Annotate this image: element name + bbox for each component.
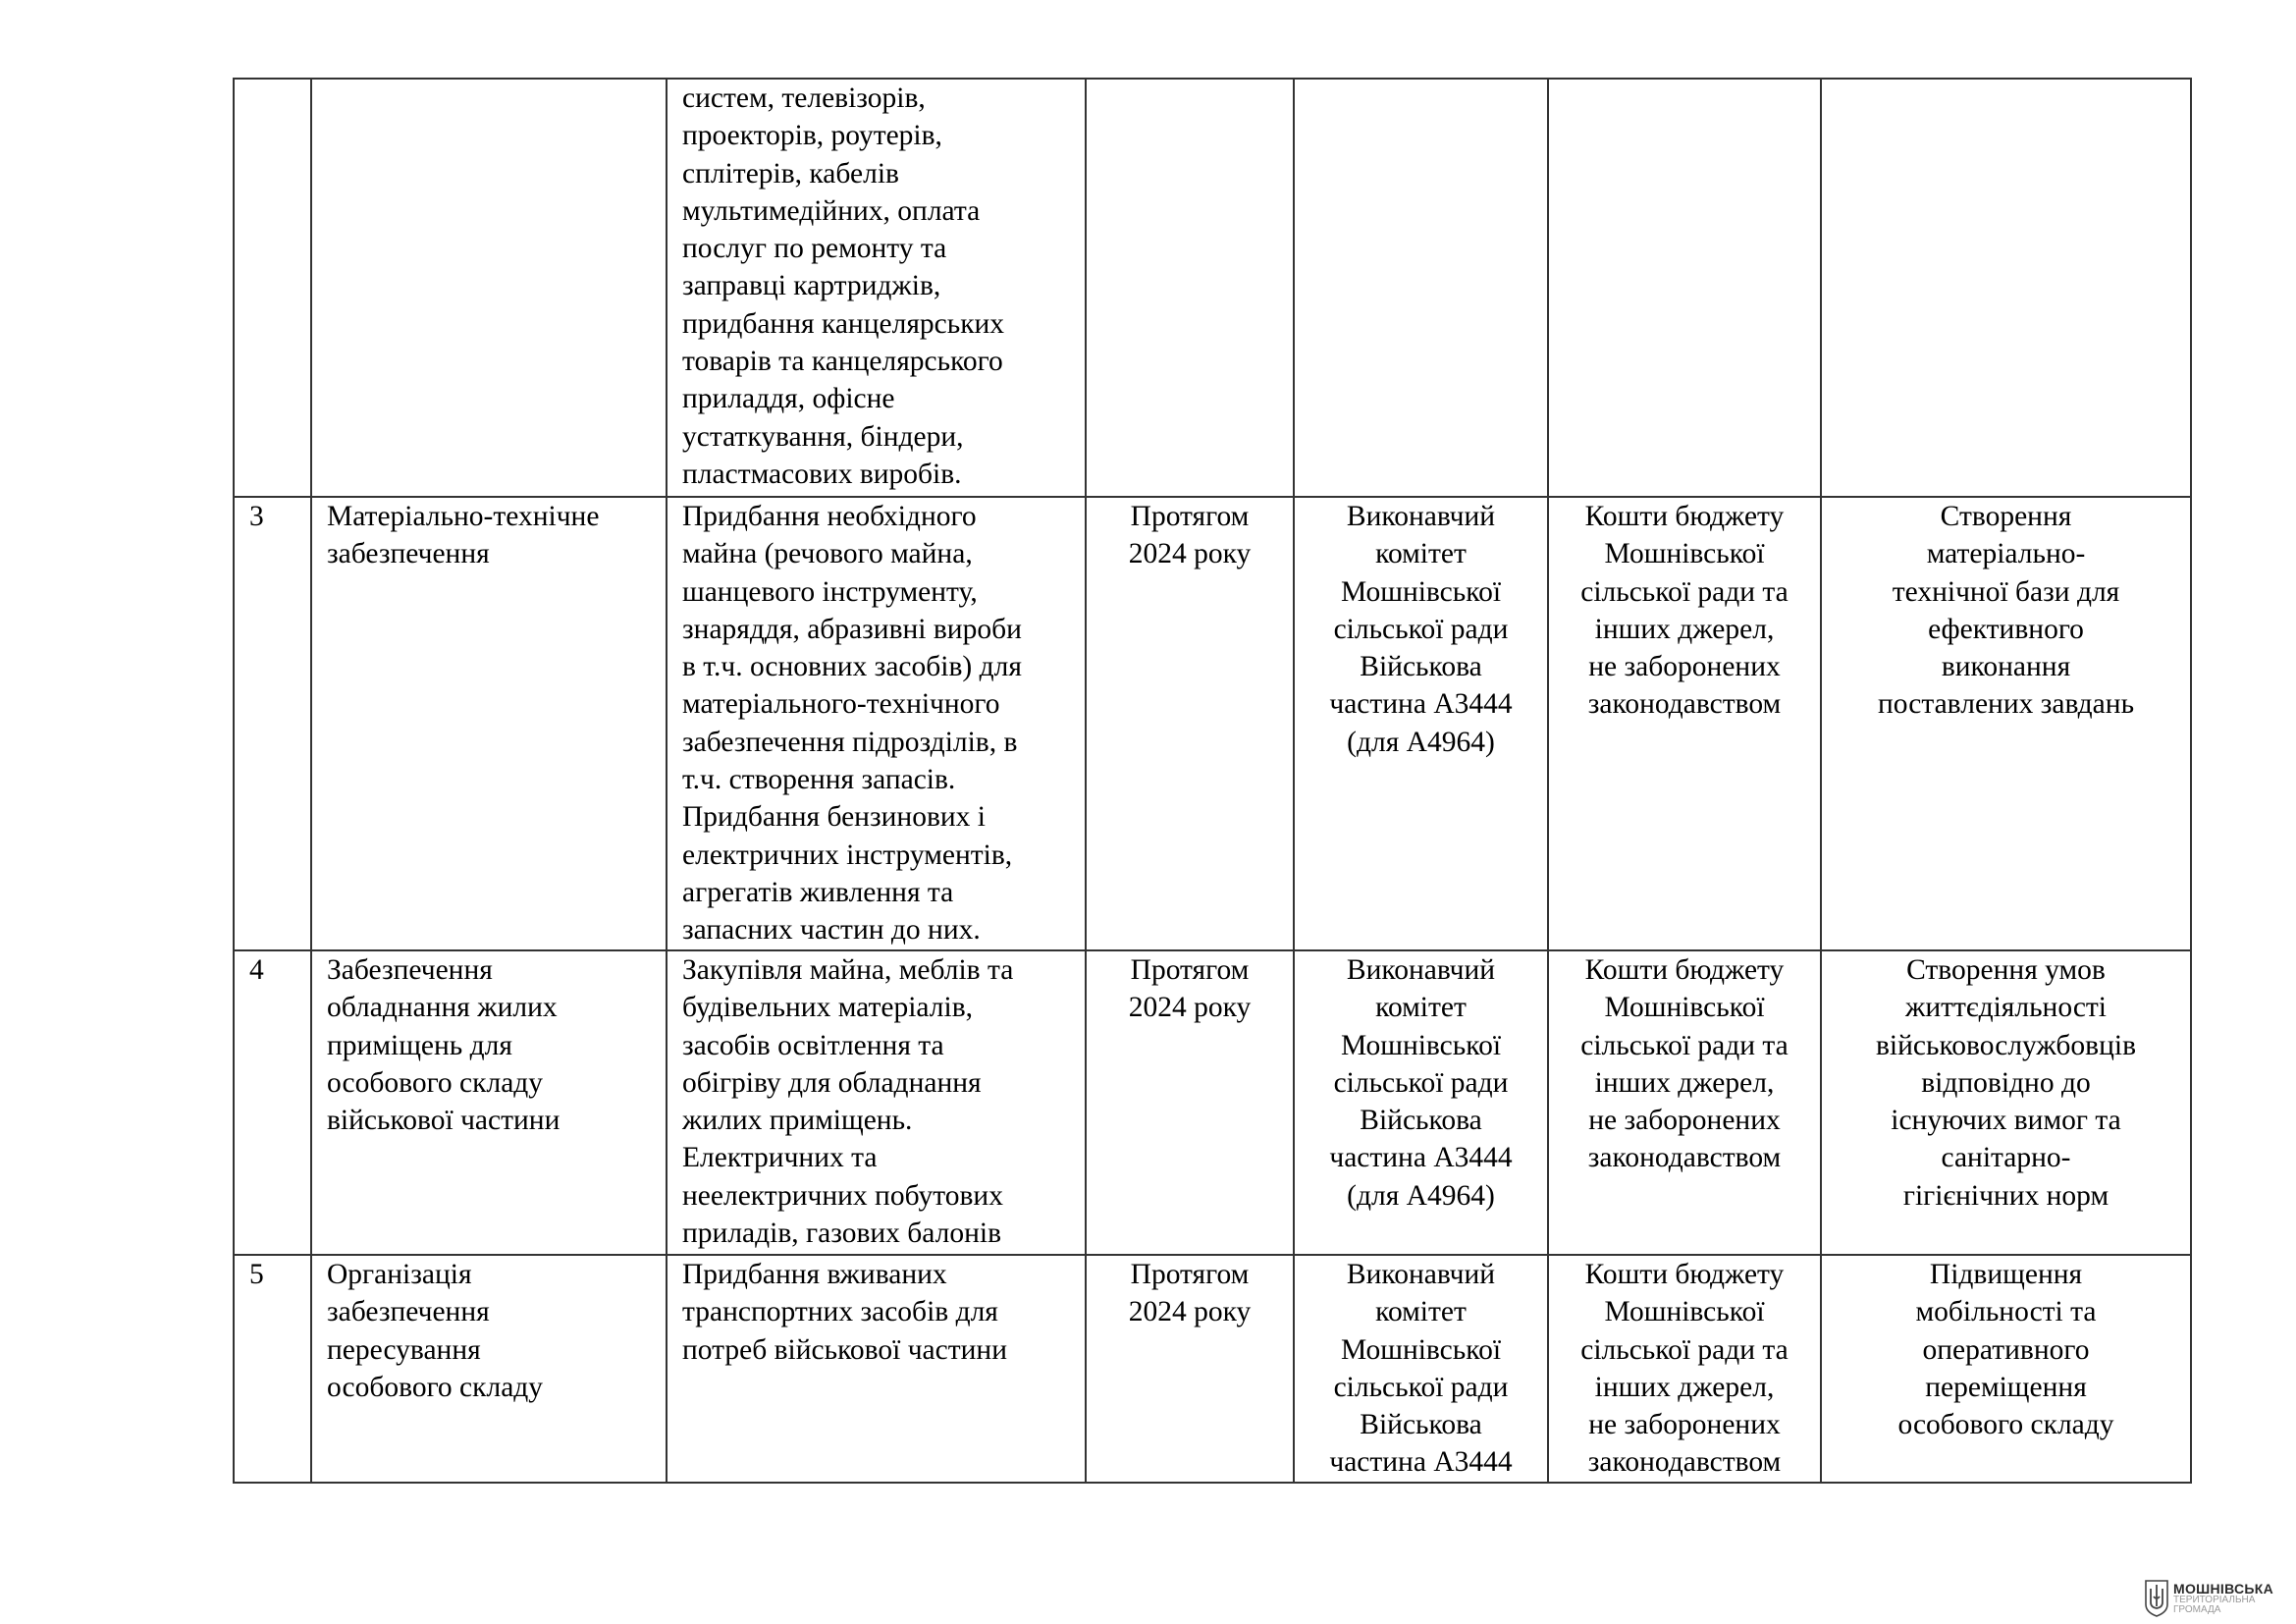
text-line: сільської ради та (1580, 1333, 1789, 1366)
text-line: матеріального-технічного (682, 688, 1000, 721)
text-line: Кошти бюджету (1584, 1259, 1785, 1290)
text-line: виконання (1941, 651, 2071, 683)
text-line: оперативного (1922, 1333, 2090, 1366)
direction-cell (311, 497, 667, 950)
text-line: відповідно до (1921, 1066, 2091, 1099)
term-cell (1086, 1255, 1294, 1483)
text-line: 2024 року (1128, 992, 1252, 1024)
funding-cell (1548, 1255, 1821, 1483)
text-line: частина А3444 (1329, 1446, 1513, 1479)
text-line: забезпечення підрозділів, в (682, 726, 1018, 758)
measures-cell (667, 497, 1086, 950)
text-line: особового складу (327, 1066, 544, 1099)
text-line: Придбання вживаних (682, 1259, 947, 1290)
text-line: технічної бази для (1892, 575, 2120, 608)
text-line: майна (речового майна, (682, 538, 973, 570)
text-line: будівельних матеріалів, (682, 992, 974, 1024)
text-line: шанцевого інструменту, (682, 575, 978, 608)
text-line: Придбання бензинових і (682, 801, 986, 834)
measures-cell (667, 1255, 1086, 1483)
text-line: транспортних засобів для (682, 1296, 998, 1328)
text-line: Виконавчий (1346, 1259, 1496, 1290)
text-line: Військова (1360, 1409, 1482, 1441)
text-line: Військова (1360, 1105, 1482, 1137)
text-line: пластмасових виробів. (682, 458, 962, 490)
text-line: систем, телевізорів, (682, 82, 926, 114)
text-line: приладдя, офісне (682, 383, 895, 415)
executors-cell (1294, 1255, 1548, 1483)
text-line: Кошти бюджету (1584, 954, 1785, 986)
executors-cell (1294, 497, 1548, 950)
text-line: частина А3444 (1329, 688, 1513, 721)
text-line: переміщення (1925, 1371, 2087, 1403)
text-line: законодавством (1587, 1446, 1782, 1479)
result-cell (1821, 950, 2191, 1255)
text-line: військової частини (327, 1105, 561, 1137)
text-line: (для А4964) (1347, 726, 1495, 758)
text-line: особового складу (1897, 1409, 2114, 1441)
text-line: Мошнівської (1604, 538, 1765, 570)
text-line: неелектричних побутових (682, 1179, 1003, 1212)
text-line: мультимедійних, оплата (682, 194, 981, 227)
table-row (234, 497, 2191, 950)
text-line: мобільності та (1915, 1296, 2097, 1328)
text-line: обладнання жилих (327, 992, 558, 1024)
measures-cell (667, 950, 1086, 1255)
funding-cell (1548, 950, 1821, 1255)
text-line: ефективного (1928, 613, 2084, 645)
text-line: життєдіяльності (1904, 992, 2108, 1024)
text-line: Електричних та (682, 1142, 878, 1174)
result-cell (1821, 497, 2191, 950)
logo-line-3: ГРОМАДА (2173, 1604, 2221, 1615)
text-line: сільської ради (1333, 1066, 1509, 1099)
text-line: не заборонених (1588, 651, 1781, 683)
row-number-cell: 5 (234, 1255, 311, 1483)
text-line: запасних частин до них. (682, 914, 981, 947)
text-line: 2024 року (1128, 538, 1252, 570)
text-line: комітет (1375, 992, 1467, 1024)
text-line: т.ч. створення запасів. (682, 764, 956, 796)
table-row (234, 950, 2191, 1255)
text-line: сільської ради та (1580, 1029, 1789, 1061)
text-line: проекторів, роутерів, (682, 120, 942, 152)
text-line: забезпечення (327, 1296, 490, 1328)
text-line: обігріву для обладнання (682, 1066, 982, 1099)
text-line: існуючих вимог та (1891, 1105, 2121, 1137)
term-cell (1086, 497, 1294, 950)
text-line: матеріально- (1926, 538, 2086, 570)
text-line: Забезпечення (327, 954, 493, 986)
direction-cell (311, 950, 667, 1255)
text-line: частина А3444 (1329, 1142, 1513, 1174)
text-line: агрегатів живлення та (682, 876, 954, 908)
funding-cell (1548, 79, 1821, 497)
text-line: інших джерел, (1594, 613, 1775, 645)
text-line: Військова (1360, 651, 1482, 683)
text-line: забезпечення (327, 538, 490, 570)
text-line: Створення (1940, 501, 2072, 532)
row-number-cell: 4 (234, 950, 311, 1255)
text-line: Підвищення (1929, 1259, 2083, 1290)
text-line: устаткування, біндери, (682, 420, 964, 453)
text-line: сплітерів, кабелів (682, 157, 899, 189)
text-line: приладів, газових балонів (682, 1218, 1002, 1250)
text-line: заправці картриджів, (682, 270, 941, 302)
text-line: Мошнівської (1340, 575, 1502, 608)
text-line: товарів та канцелярського (682, 346, 1003, 378)
text-line: Протягом (1130, 501, 1250, 532)
text-line: комітет (1375, 1296, 1467, 1328)
text-line: Мошнівської (1604, 992, 1765, 1024)
text-line: потреб військової частини (682, 1333, 1007, 1366)
text-line: інших джерел, (1594, 1371, 1775, 1403)
trident-emblem-icon (2144, 1579, 2169, 1618)
text-line: Мошнівської (1604, 1296, 1765, 1328)
text-line: Придбання необхідного (682, 501, 977, 532)
text-line: жилих приміщень. (682, 1105, 913, 1137)
result-cell (1821, 79, 2191, 497)
row-number-cell: 3 (234, 497, 311, 950)
text-line: засобів освітлення та (682, 1029, 944, 1061)
text-line: Виконавчий (1346, 954, 1496, 986)
text-line: Кошти бюджету (1584, 501, 1785, 532)
result-cell (1821, 1255, 2191, 1483)
term-cell (1086, 79, 1294, 497)
funding-cell (1548, 497, 1821, 950)
text-line: Мошнівської (1340, 1333, 1502, 1366)
text-line: інших джерел, (1594, 1066, 1775, 1099)
text-line: 2024 року (1128, 1296, 1252, 1328)
text-line: в т.ч. основних засобів) для (682, 651, 1022, 683)
executors-cell (1294, 950, 1548, 1255)
text-line: послуг по ремонту та (682, 233, 947, 265)
text-line: не заборонених (1588, 1409, 1781, 1441)
text-line: особового складу (327, 1371, 544, 1403)
text-line: Виконавчий (1346, 501, 1496, 532)
logo-line-2: ТЕРИТОРІАЛЬНА (2173, 1595, 2256, 1605)
text-line: сільської ради та (1580, 575, 1789, 608)
text-line: Протягом (1130, 1259, 1250, 1290)
text-line: сільської ради (1333, 1371, 1509, 1403)
text-line: Протягом (1130, 954, 1250, 986)
text-line: знаряддя, абразивні вироби (682, 613, 1022, 645)
executors-cell (1294, 79, 1548, 497)
text-line: (для А4964) (1347, 1179, 1495, 1212)
text-line: приміщень для (327, 1029, 512, 1061)
text-line: санітарно- (1941, 1142, 2071, 1174)
text-line: Створення умов (1906, 954, 2106, 986)
text-line: придбання канцелярських (682, 307, 1005, 340)
text-line: законодавством (1587, 688, 1782, 721)
text-line: гігієнічних норм (1902, 1179, 2109, 1212)
text-line: законодавством (1587, 1142, 1782, 1174)
term-cell (1086, 950, 1294, 1255)
table-row (234, 79, 2191, 497)
text-line: військовослужбовців (1875, 1029, 2137, 1061)
text-line: поставлених завдань (1877, 688, 2135, 721)
text-line: комітет (1375, 538, 1467, 570)
community-logo (2144, 1577, 2287, 1620)
text-line: пересування (327, 1333, 481, 1366)
text-line: Матеріально-технічне (327, 501, 600, 532)
measures-cell (667, 79, 1086, 497)
measures-table (233, 78, 2192, 1484)
row-number-cell (234, 79, 311, 497)
text-line: сільської ради (1333, 613, 1509, 645)
text-line: не заборонених (1588, 1105, 1781, 1137)
table-row (234, 1255, 2191, 1483)
direction-cell (311, 79, 667, 497)
direction-cell (311, 1255, 667, 1483)
text-line: Мошнівської (1340, 1029, 1502, 1061)
text-line: електричних інструментів, (682, 839, 1013, 871)
logo-line-1: МОШНІВСЬКА (2173, 1581, 2274, 1597)
text-line: Організація (327, 1259, 472, 1290)
text-line: Закупівля майна, меблів та (682, 954, 1014, 986)
